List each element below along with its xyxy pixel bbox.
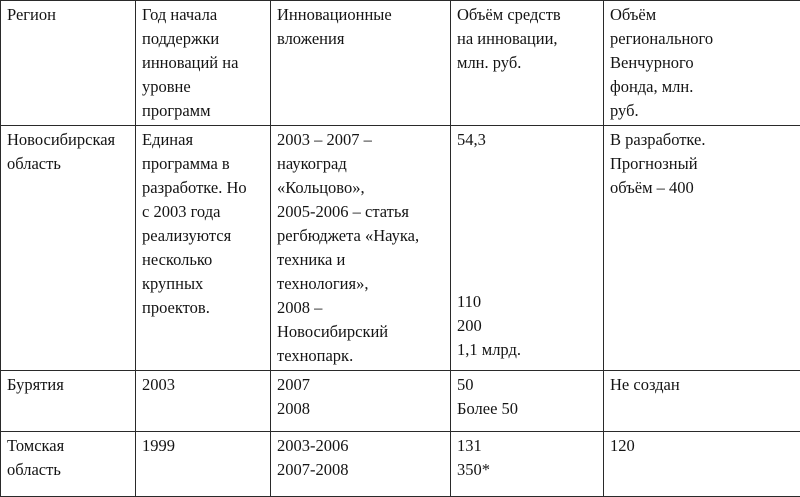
table-header-row [1,1,800,126]
cell-funds: 50 Более 50 [451,371,604,432]
header-funds: Объём средств на инновации, млн. руб. [451,1,604,126]
header-investments: Инновационные вложения [271,1,451,126]
cell-region: Томская область [1,432,136,497]
cell-start-year: 2003 [136,371,271,432]
cell-start-year: 1999 [136,432,271,497]
cell-funds-spacer [457,152,597,290]
cell-start-year: Единая программа в разработке. Но с 2003 года реализуются несколько крупных проектов. [136,126,271,371]
cell-region: Бурятия [1,371,136,432]
cell-investments: 2003 – 2007 – наукоград «Кольцово», 2005-2006 – статья регбюджета «Наука, техника и технология», 2008 – Новосибирский технопарк. [271,126,451,371]
header-region: Регион [1,1,136,126]
cell-funds-top: 54,3 [457,128,597,152]
table-row [1,371,800,432]
table-row [1,126,800,371]
cell-funds [451,126,604,371]
cell-region: Новосибирская область [1,126,136,371]
table-row [1,432,800,497]
cell-venture-fund: В разработке. Прогнозный объём – 400 [604,126,800,371]
cell-investments: 2007 2008 [271,371,451,432]
cell-venture-fund: 120 [604,432,800,497]
header-venture-fund: Объём регионального Венчурного фонда, млн. руб. [604,1,800,126]
header-start-year: Год начала поддержки инноваций на уровне программ [136,1,271,126]
cell-funds: 131 350* [451,432,604,497]
cell-funds-bottom: 110 200 1,1 млрд. [457,290,597,362]
cell-venture-fund: Не создан [604,371,800,432]
cell-investments: 2003-2006 2007-2008 [271,432,451,497]
